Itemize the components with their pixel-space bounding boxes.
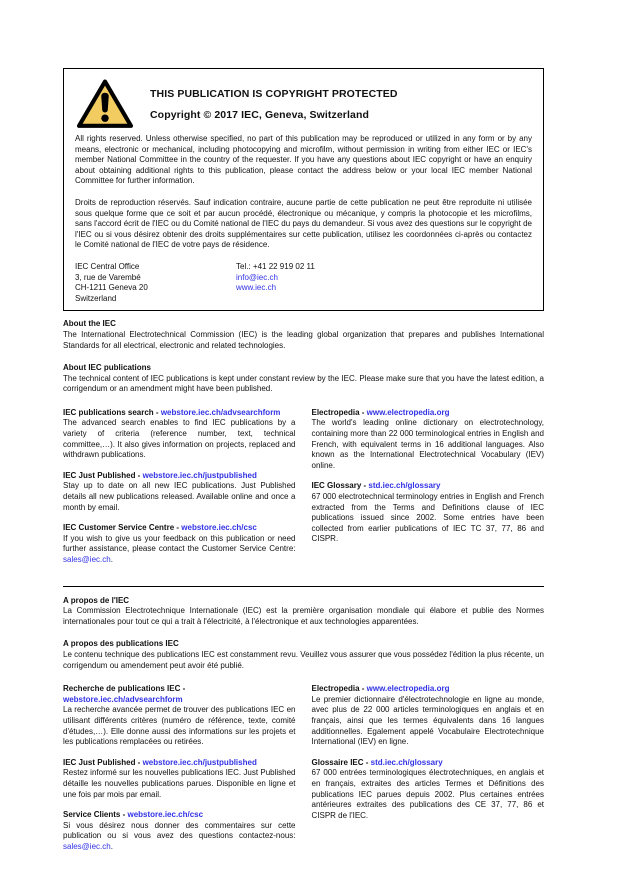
resource-block-just-published-fr — [63, 758, 296, 800]
resource-body-text: Si vous désirez nous donner des commentaires sur cette publication ou si vous avez des questions contactez-nous: — [63, 820, 296, 841]
resources-right-column-english — [312, 408, 545, 576]
resource-title-text: IEC Just Published - — [63, 470, 143, 480]
sales-email-link-fr[interactable]: sales@iec.ch — [63, 841, 111, 851]
resource-title-text: Glossaire IEC - — [311, 757, 371, 767]
address-block — [75, 262, 532, 304]
resource-block-just-published-en — [63, 471, 296, 513]
address-line: IEC Central Office — [75, 261, 140, 271]
recherche-publications-link[interactable]: webstore.iec.ch/advsearchform — [63, 694, 183, 704]
publications-search-link[interactable]: webstore.iec.ch/advsearchform — [160, 407, 281, 417]
resource-body: 67 000 electrotechnical terminology entries in English and French extracted from the Terms and Definitions clause of IEC publications issued since 2002. Some entries have been collected from earlier publications of IEC TC 37, 77, 86 and CISPR. — [311, 492, 544, 544]
resource-title — [63, 471, 296, 482]
postal-address — [75, 262, 236, 304]
copyright-titles — [150, 78, 398, 121]
resource-body: Le premier dictionnaire d'électrotechnologie en ligne au monde, avec plus de 22 000 articles terminologiques en anglais et en français, ainsi que les termes équivalents dans 16 langues additionnelles. Egalement appelé Vocabulaire Electrotechnique International (IEV) en ligne. — [311, 694, 544, 747]
heading-a-propos-des-publications: A propos des publications IEC — [63, 639, 179, 649]
resources-columns-english — [63, 408, 544, 576]
resource-title-text: IEC publications search - — [63, 407, 161, 417]
copyright-subtitle: Copyright © 2017 IEC, Geneva, Switzerland — [150, 108, 369, 121]
contact-email-link[interactable]: info@iec.ch — [236, 272, 278, 282]
copyright-box-header — [75, 78, 532, 130]
resources-left-column-french — [63, 684, 296, 862]
resource-title — [63, 810, 296, 821]
copyright-title: THIS PUBLICATION IS COPYRIGHT PROTECTED — [150, 88, 398, 100]
resource-title-text: Electropedia - — [311, 407, 367, 417]
resource-body — [63, 534, 296, 566]
resource-title-text: Recherche de publications IEC - — [63, 684, 186, 694]
resource-title-text: Service Clients - — [63, 810, 128, 820]
resource-body: La recherche avancée permet de trouver des publications IEC en utilisant différents critères (numéro de référence, texte, comité d'études,…). Elle donne aussi des informations sur les projets et les publications remplacées ou retirées. — [63, 705, 296, 747]
contact-website-link[interactable]: www.iec.ch — [236, 283, 277, 293]
resource-block-glossaire-iec — [312, 758, 545, 822]
resource-title-text: Electropedia - — [311, 684, 367, 694]
resource-body: The advanced search enables to find IEC publications by a variety of criteria (reference number, text, technical committee,…). It also gives information on projects, replaced and withdrawn publications. — [63, 418, 296, 460]
resource-title — [63, 408, 296, 419]
heading-a-propos-de-liec: A propos de l'IEC — [63, 595, 130, 605]
resources-left-column-english — [63, 408, 296, 576]
resource-block-publications-search — [63, 408, 296, 461]
resource-block-recherche-publications — [63, 684, 296, 748]
heading-about-the-iec: About the IEC — [63, 319, 116, 329]
about-iec-publications-body: The technical content of IEC publications is kept under constant review by the IEC. Please make sure that you have the latest edition, a corrigendum or an amendment might have been published. — [63, 373, 544, 394]
address-line: Switzerland — [75, 293, 117, 303]
glossaire-link[interactable]: std.iec.ch/glossary — [370, 757, 443, 767]
electropedia-link-fr[interactable]: www.electropedia.org — [366, 684, 450, 694]
resource-block-customer-service — [63, 523, 296, 565]
a-propos-des-publications-body: Le contenu technique des publications IEC est constamment revu. Veuillez vous assurer que vous possédez l'édition la plus récente, un corrigendum ou amendement peut avoir été publié. — [63, 649, 544, 670]
resources-right-column-french — [312, 684, 545, 862]
contact-details — [236, 262, 532, 304]
copyright-paragraph-french: Droits de reproduction réservés. Sauf indication contraire, aucune partie de cette publication ne peut être reproduite ni utilisée sous quelque forme que ce soit et par aucun procédé, électronique ou mécanique, y compris la photocopie et les microfilms, sans l'accord écrit de l'IEC ou du Comité national de l'IEC du pays du demandeur. Si vous avez des questions sur le copyright de l'IEC ou si vous désirez obtenir des droits supplémentaires sur cette publication, utilisez les coordonnées ci-après ou contactez le Comité national de l'IEC de votre pays de résidence. — [75, 197, 532, 250]
resource-block-electropedia-en — [312, 408, 545, 472]
resource-title-text: IEC Glossary - — [311, 481, 369, 491]
page-content — [63, 68, 544, 864]
resource-title-text: IEC Customer Service Centre - — [63, 523, 182, 533]
resource-body: Restez informé sur les nouvelles publications IEC. Just Published détaille les nouvelles publications parues. Disponible en ligne et une fois par mois par email. — [63, 768, 296, 799]
about-the-iec-body: The International Electrotechnical Commission (IEC) is the leading global organization that prepares and publishes International Standards for all electrical, electronic and related technologies. — [63, 329, 544, 350]
just-published-link[interactable]: webstore.iec.ch/justpublished — [142, 470, 257, 480]
address-line: CH-1211 Geneva 20 — [75, 283, 148, 293]
resource-block-service-clients — [63, 810, 296, 852]
service-clients-link[interactable]: webstore.iec.ch/csc — [127, 810, 204, 820]
resource-block-iec-glossary — [312, 481, 545, 545]
a-propos-de-liec-body: La Commission Electrotechnique Internationale (IEC) est la première organisation mondiale qui élabore et publie des Normes internationales pour tout ce qui a trait à l'électricité, à l'électronique et aux technologies apparentées. — [63, 606, 544, 626]
resource-body — [63, 821, 296, 853]
heading-about-iec-publications: About IEC publications — [63, 363, 151, 373]
resource-body-text: If you wish to give us your feedback on this publication or need further assistance, please contact the Customer Service Centre: — [63, 533, 296, 554]
warning-triangle-icon — [75, 78, 135, 130]
customer-service-link[interactable]: webstore.iec.ch/csc — [181, 523, 257, 533]
resource-title — [63, 523, 296, 534]
resource-title — [312, 758, 545, 769]
address-line: 3, rue de Varembé — [75, 272, 141, 282]
glossary-link[interactable]: std.iec.ch/glossary — [368, 481, 441, 491]
resource-title — [312, 408, 545, 419]
resource-title-text: IEC Just Published - — [63, 757, 143, 767]
contact-telephone: Tel.: +41 22 919 02 11 — [236, 261, 315, 271]
resource-body-text: . — [110, 555, 113, 564]
resource-body: Stay up to date on all new IEC publications. Just Published details all new publications released. Available online and once a month by email. — [63, 481, 296, 512]
resource-title — [312, 481, 545, 492]
copyright-paragraph-english: All rights reserved. Unless otherwise specified, no part of this publication may be reproduced or utilized in any form or by any means, electronic or mechanical, including photocopying and microfilm, without permission in writing from either IEC or IEC's member National Committee in the country of the requester. If you have any questions about IEC copyright or have an enquiry about obtaining additional rights to this publication, please contact the address below or your local IEC member National Committee for further information. — [75, 134, 532, 186]
resource-block-electropedia-fr — [312, 684, 545, 748]
resource-title — [63, 684, 296, 705]
resource-body: 67 000 entrées terminologiques électrotechniques, en anglais et en français, extraites des articles Termes et Définitions des publications IEC parues depuis 2002. Plus certaines entrées antérieures extraites des publications des CE 37, 77, 86 et CISPR de l'IEC. — [311, 768, 544, 820]
electropedia-link[interactable]: www.electropedia.org — [366, 407, 450, 417]
resources-columns-french — [63, 684, 544, 862]
resource-title — [312, 684, 545, 695]
sales-email-link[interactable]: sales@iec.ch — [63, 555, 111, 564]
section-divider — [63, 586, 544, 587]
resource-body: The world's leading online dictionary on electrotechnology, containing more than 22 000 terminological entries in English and French, with equivalent terms in 16 additional languages. Also known as the International Electrotechnical Vocabulary (IEV) online. — [311, 418, 544, 470]
just-published-link-fr[interactable]: webstore.iec.ch/justpublished — [142, 757, 257, 767]
resource-body-text: . — [110, 841, 113, 851]
copyright-notice-box — [63, 68, 544, 311]
resource-title — [63, 758, 296, 769]
